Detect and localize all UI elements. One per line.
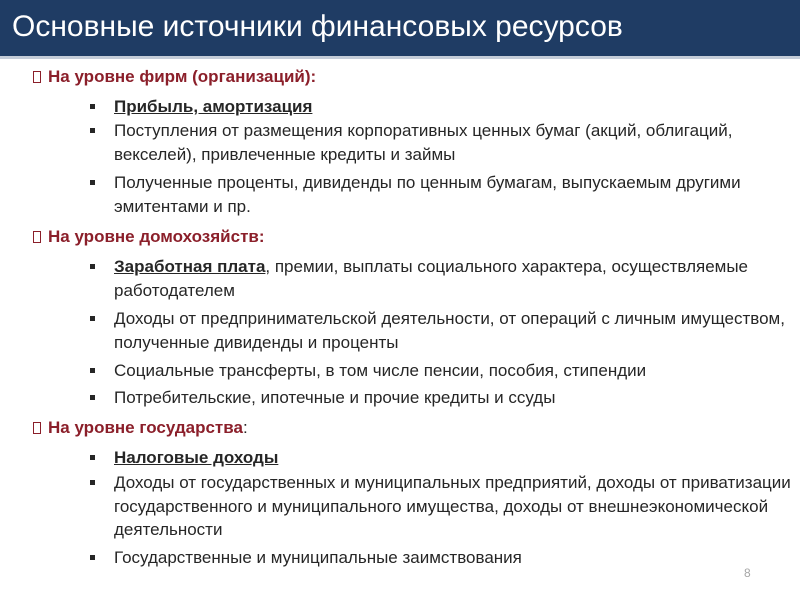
list-item bbox=[114, 471, 794, 542]
bullet-icon bbox=[90, 368, 95, 373]
list-item bbox=[114, 307, 794, 354]
item-emphasis: Налоговые доходы bbox=[114, 448, 279, 467]
list-item bbox=[114, 255, 794, 302]
bullet-icon bbox=[90, 180, 95, 185]
item-text: Полученные проценты, дивиденды по ценным бумагам, выпускаемым другими эмитентами и пр. bbox=[114, 173, 741, 216]
bullet-icon bbox=[90, 128, 95, 133]
bullet-icon bbox=[90, 264, 95, 269]
section-heading-colon: : bbox=[242, 418, 248, 437]
list-item bbox=[114, 546, 794, 570]
section-heading-households: На уровне домохозяйств: bbox=[48, 227, 265, 246]
bullet-icon bbox=[90, 555, 95, 560]
bullet-icon bbox=[90, 316, 95, 321]
section-marker-icon bbox=[33, 71, 41, 83]
item-text: Доходы от государственных и муниципальных предприятий, доходы от приватизации государственного и муниципального имущества, доходы от внешнеэкономической деятельности bbox=[114, 473, 791, 539]
section-marker-icon bbox=[33, 231, 41, 243]
list-item bbox=[114, 359, 794, 383]
item-text: Потребительские, ипотечные и прочие кредиты и ссуды bbox=[114, 388, 556, 407]
item-text: Поступления от размещения корпоративных ценных бумаг (акций, облигаций, векселей), привлеченные кредиты и займы bbox=[114, 121, 733, 164]
section-marker-icon bbox=[33, 422, 41, 434]
item-emphasis: Заработная плата bbox=[114, 257, 266, 276]
list-item bbox=[114, 171, 794, 218]
item-text: Доходы от предпринимательской деятельности, от операций с личным имуществом, полученные дивиденды и проценты bbox=[114, 309, 785, 352]
item-text: , премии, выплаты социального характера, осуществляемые работодателем bbox=[114, 257, 749, 300]
section-heading-firms: На уровне фирм (организаций): bbox=[48, 67, 317, 86]
list-item bbox=[114, 95, 794, 119]
page-number: 8 bbox=[744, 566, 751, 580]
slide-title: Основные источники финансовых ресурсов bbox=[12, 10, 623, 43]
bullet-icon bbox=[90, 480, 95, 485]
list-item bbox=[114, 446, 794, 470]
bullet-icon bbox=[90, 455, 95, 460]
section-heading-text: На уровне государства bbox=[48, 418, 243, 437]
item-text: Государственные и муниципальные заимствования bbox=[114, 548, 522, 567]
item-text: Социальные трансферты, в том числе пенсии, пособия, стипендии bbox=[114, 361, 647, 380]
bullet-icon bbox=[90, 395, 95, 400]
item-emphasis: Прибыль, амортизация bbox=[114, 97, 313, 116]
list-item bbox=[114, 119, 794, 166]
section-heading-state bbox=[48, 418, 248, 438]
list-item bbox=[114, 386, 794, 410]
bullet-icon bbox=[90, 104, 95, 109]
